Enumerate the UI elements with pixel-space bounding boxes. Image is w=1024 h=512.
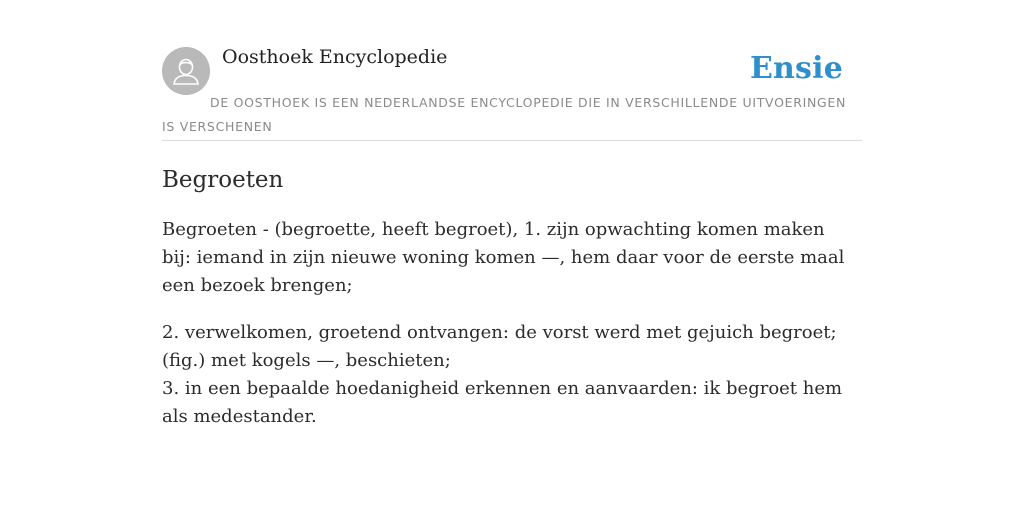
definition-line-2: 2. verwelkomen, groetend ontvangen: de vorst werd met gejuich begroet; (fig.) met kogels —, beschieten; [162,322,837,371]
ensie-logo[interactable]: Ensie [749,51,843,86]
source-name-link[interactable]: Oosthoek Encyclopedie [222,46,448,68]
definition-paragraph-1: Begroeten - (begroette, heeft begroet), 1. zijn opwachting komen maken bij: iemand in zijn nieuwe woning komen —, hem daar voor de eerste maal een bezoek brengen; [162,219,845,296]
definition-paragraph-2 [162,319,852,431]
user-avatar-icon[interactable] [162,47,210,95]
article-title: Begroeten [162,167,284,193]
source-header [162,46,862,141]
source-description: DE OOSTHOEK IS EEN NEDERLANDSE ENCYCLOPEDIE DIE IN VERSCHILLENDE UITVOERINGEN IS VERSCHENEN [162,95,847,134]
entry-card [162,46,862,427]
definition-line-3: 3. in een bepaalde hoedanigheid erkennen en aanvaarden: ik begroet hem als medestander. [162,378,843,427]
article-body [162,216,852,450]
